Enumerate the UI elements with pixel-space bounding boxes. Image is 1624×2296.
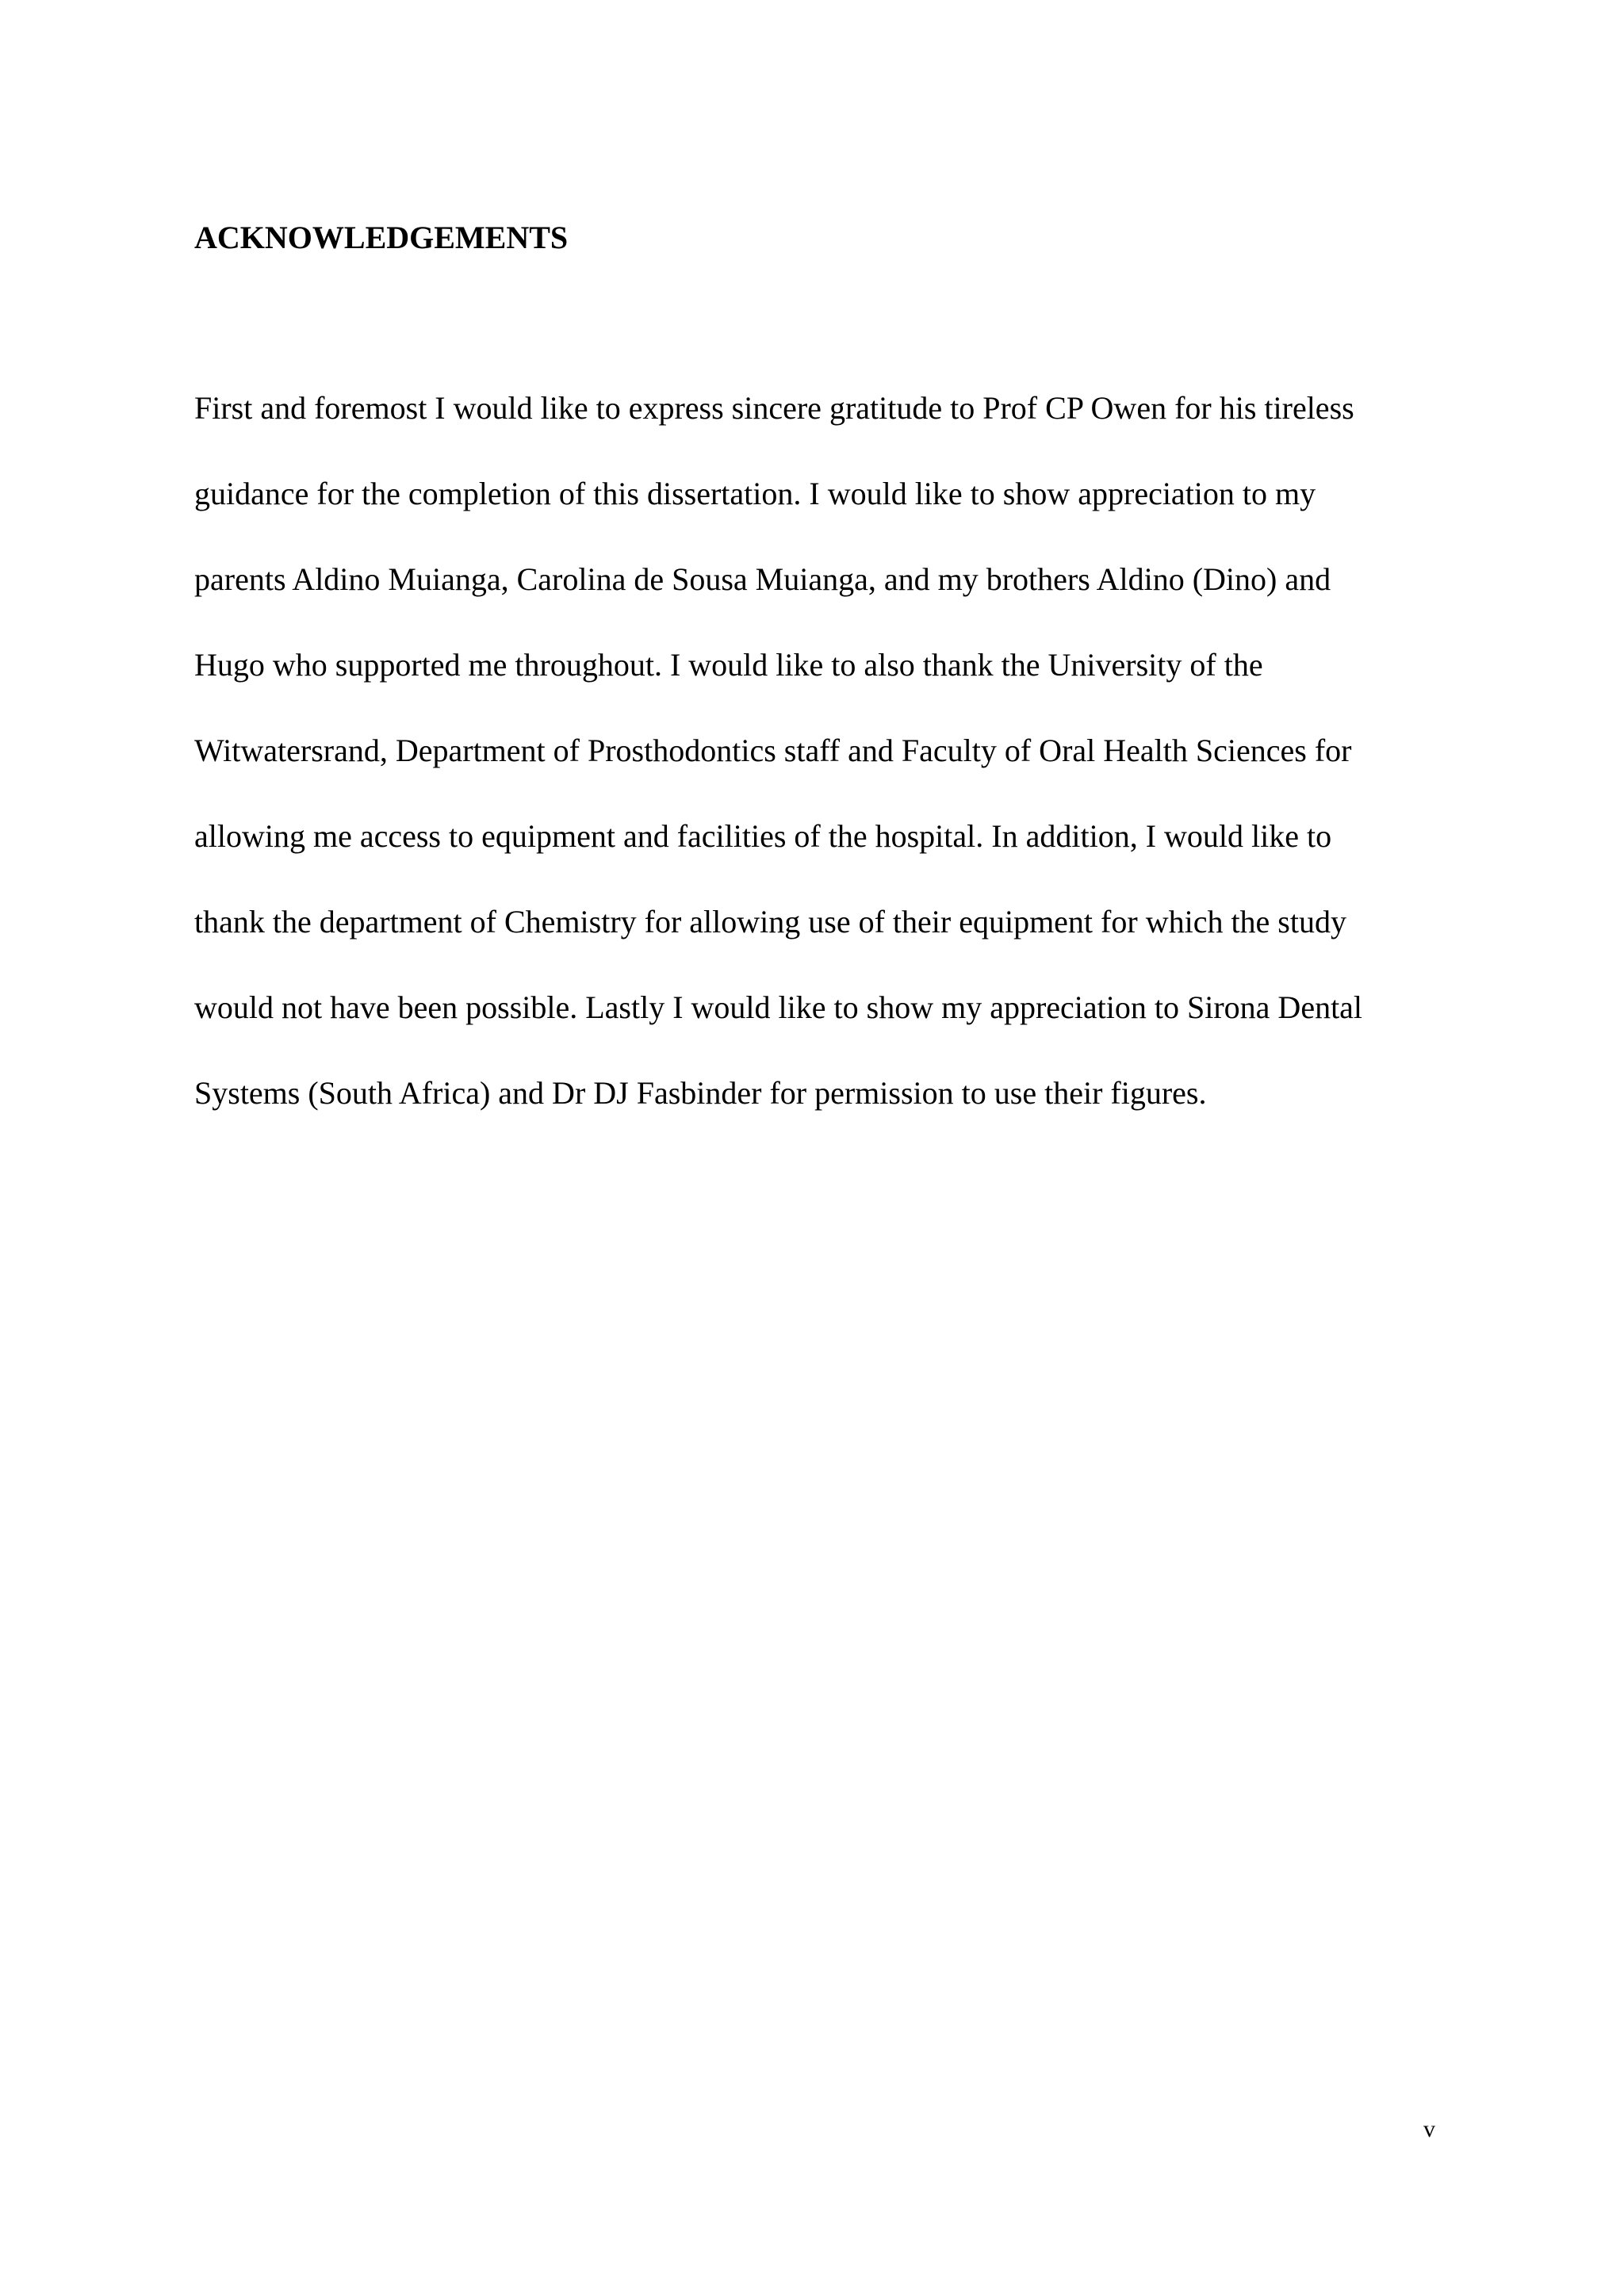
body-line-9: Systems (South Africa) and Dr DJ Fasbinder for permission to use their figures. (194, 1075, 1207, 1111)
body-line-7: thank the department of Chemistry for allowing use of their equipment for which the study (194, 904, 1346, 939)
body-line-2: guidance for the completion of this dissertation. I would like to show appreciation to my (194, 476, 1316, 511)
body-line-5: Witwatersrand, Department of Prosthodontics staff and Faculty of Oral Health Sciences for (194, 733, 1352, 768)
body-line-4: Hugo who supported me throughout. I would like to also thank the University of the (194, 647, 1263, 683)
body-line-8: would not have been possible. Lastly I would like to show my appreciation to Sirona Dental (194, 989, 1363, 1025)
body-line-3: parents Aldino Muianga, Carolina de Sousa Muianga, and my brothers Aldino (Dino) and (194, 561, 1331, 597)
page-title: ACKNOWLEDGEMENTS (194, 220, 569, 255)
body-line-6: allowing me access to equipment and facilities of the hospital. In addition, I would like to (194, 818, 1332, 854)
page-number: v (1423, 2116, 1435, 2142)
body-line-1: First and foremost I would like to express sincere gratitude to Prof CP Owen for his tireless (194, 390, 1354, 426)
acknowledgements-body (194, 382, 1431, 1153)
